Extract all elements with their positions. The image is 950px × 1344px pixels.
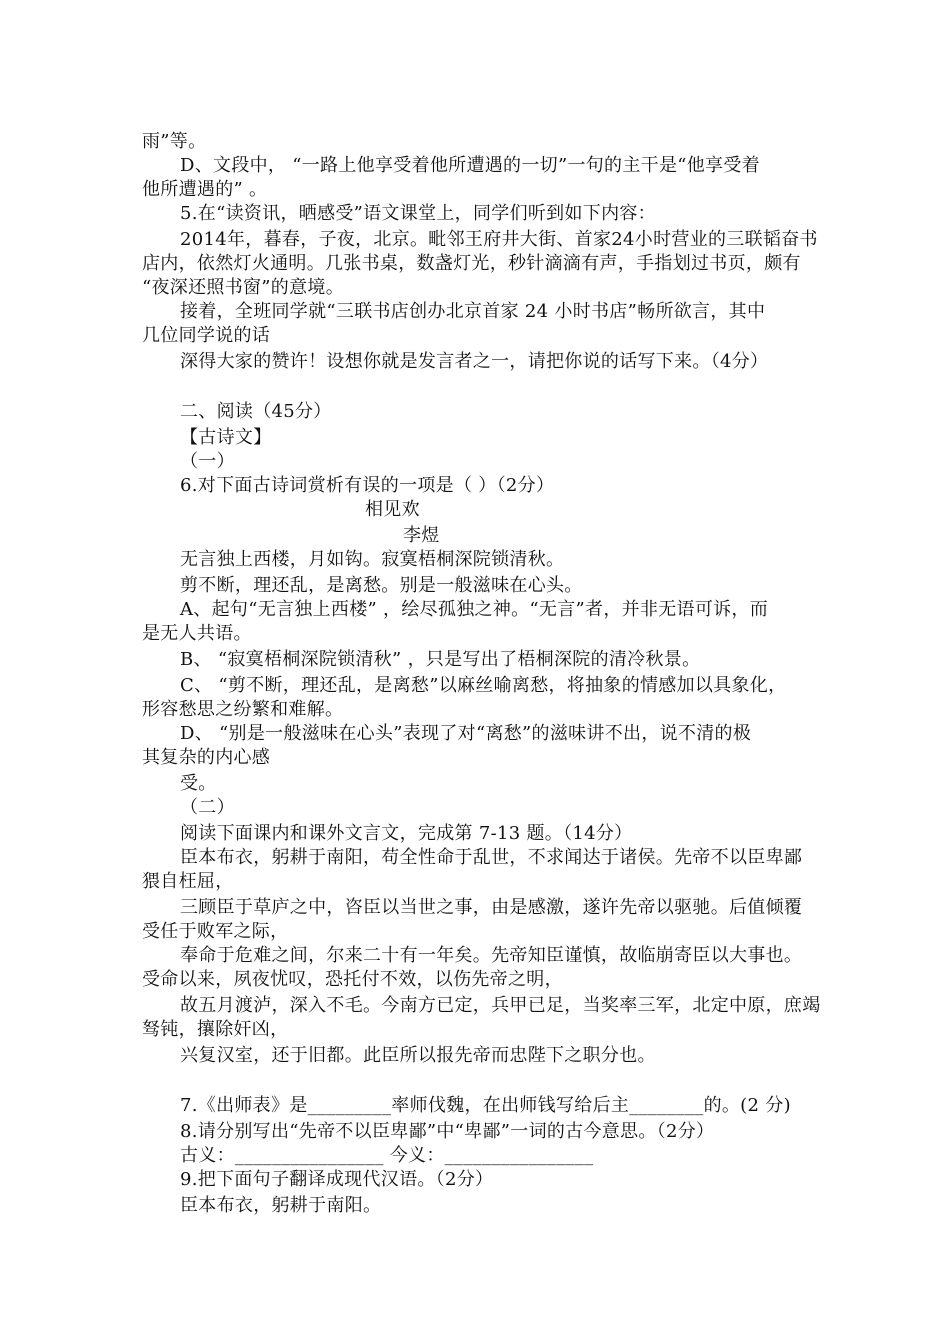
passage-line: 兴复汉室，还于旧都。此臣所以报先帝而忠陛下之职分也。 bbox=[180, 1045, 656, 1066]
text-line: 形容愁思之纷繁和难解。 bbox=[142, 699, 344, 720]
section-heading: 二、阅读（45分） bbox=[180, 401, 332, 422]
question-7: 7.《出师表》是_________率师伐魏，在出师钱写给后主________的。(2 分) bbox=[180, 1095, 791, 1116]
part-label: （一） bbox=[180, 451, 235, 472]
passage-line: 猥自枉屈， bbox=[142, 871, 234, 892]
poem-author: 李煜 bbox=[403, 525, 440, 546]
option-d: D、 “别是一般滋味在心头”表现了对“离愁”的滋味讲不出，说不清的极 bbox=[180, 723, 752, 744]
option-a: A、起句“无言独上西楼” ，绘尽孤独之神。“无言”者，并非无语可诉，而 bbox=[180, 599, 769, 620]
text-line: 几位同学说的话 bbox=[142, 325, 271, 346]
question-5: 5.在“读资讯，晒感受”语文课堂上，同学们听到如下内容： bbox=[180, 203, 656, 224]
text-line: 其复杂的内心感 bbox=[142, 747, 271, 768]
poem-line: 无言独上西楼，月如钩。寂寞梧桐深院锁清秋。 bbox=[180, 549, 565, 570]
question-8: 8.请分别写出“先帝不以臣卑鄙”中“卑鄙”一词的古今意思。（2分） bbox=[180, 1121, 715, 1142]
text-line: 他所遭遇的” 。 bbox=[142, 179, 268, 200]
passage-line: 三顾臣于草庐之中，咨臣以当世之事，由是感激，遂许先帝以驱驰。后值倾覆 bbox=[180, 897, 803, 918]
reading-instruction: 阅读下面课内和课外文言文，完成第 7-13 题。（14分） bbox=[180, 823, 633, 844]
passage-line: 受命以来，夙夜忧叹，恐托付不效，以伤先帝之明， bbox=[142, 969, 563, 990]
text-line: 2014年，暮春，子夜，北京。毗邻王府井大街、首家24小时营业的三联韬奋书 bbox=[180, 229, 818, 250]
passage-line: 受任于败军之际， bbox=[142, 921, 289, 942]
text-line: “夜深还照书窗”的意境。 bbox=[142, 277, 345, 298]
text-line: 接着，全班同学就“三联书店创办北京首家 24 小时书店”畅所欲言，其中 bbox=[180, 301, 766, 322]
passage-line: 奉命于危难之间，尔来二十有一年矣。先帝知臣谨慎，故临崩寄臣以大事也。 bbox=[180, 945, 803, 966]
poem-title: 相见欢 bbox=[365, 499, 420, 520]
poem-line: 剪不断，理还乱，是离愁。别是一般滋味在心头。 bbox=[180, 575, 583, 596]
text-line: 雨”等。 bbox=[142, 131, 207, 152]
text-line: 店内，依然灯火通明。几张书桌，数盏灯光，秒针滴滴有声，手指划过书页，颇有 bbox=[142, 253, 801, 274]
text-line: 受。 bbox=[180, 773, 217, 794]
text-line: D、文段中， “一路上他享受着他所遭遇的一切”一句的主干是“他享受着 bbox=[180, 155, 760, 176]
question-6: 6.对下面古诗词赏析有误的一项是（ ）（2分） bbox=[180, 475, 555, 496]
text-line: 是无人共语。 bbox=[142, 623, 252, 644]
option-b: B、 “寂寞梧桐深院锁清秋” ，只是写出了梧桐深院的清冷秋景。 bbox=[180, 649, 701, 670]
text-line: 深得大家的赞许！设想你就是发言者之一，请把你说的话写下来。（4分） bbox=[180, 351, 769, 372]
subsection-heading: 【古诗文】 bbox=[180, 427, 272, 448]
part-label: （二） bbox=[180, 797, 235, 818]
passage-line: 臣本布衣，躬耕于南阳，苟全性命于乱世，不求闻达于诸侯。先帝不以臣卑鄙 bbox=[180, 847, 803, 868]
sentence-to-translate: 臣本布衣，躬耕于南阳。 bbox=[180, 1195, 382, 1216]
passage-line: 故五月渡泸，深入不毛。今南方已定，兵甲已足，当奖率三军，北定中原，庶竭 bbox=[180, 995, 821, 1016]
passage-line: 驽钝，攘除奸凶， bbox=[142, 1019, 289, 1040]
option-c: C、 “剪不断，理还乱，是离愁”以麻丝喻离愁，将抽象的情感加以具象化， bbox=[180, 675, 787, 696]
question-9: 9.把下面句子翻译成现代汉语。（2分） bbox=[180, 1169, 494, 1190]
answer-blanks: 古义：________________ 今义：________________ bbox=[180, 1145, 594, 1166]
